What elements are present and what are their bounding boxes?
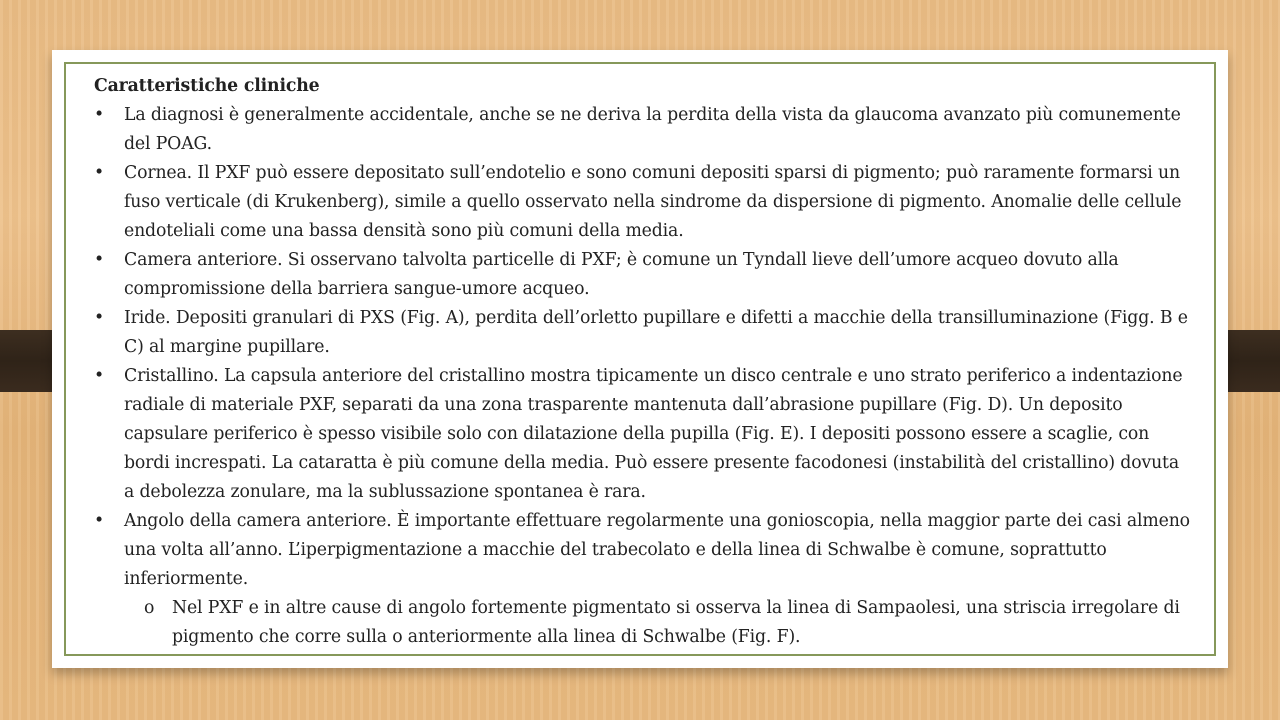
bullet-marker: • (94, 105, 105, 125)
bullet-marker: • (94, 366, 105, 386)
bullet-list (94, 101, 1194, 594)
bullet-marker: • (94, 250, 105, 270)
bullet-item (94, 304, 1194, 362)
bullet-text: La diagnosi è generalmente accidentale, anche se ne deriva la perdita della vista da glaucoma avanzato più comunemente del POAG. (124, 105, 1181, 154)
bullet-item (94, 246, 1194, 304)
bullet-item (94, 159, 1194, 246)
bullet-marker: • (94, 163, 105, 183)
bullet-marker: • (94, 511, 105, 531)
bullet-marker: • (94, 308, 105, 328)
bullet-text: Camera anteriore. Si osservano talvolta particelle di PXF; è comune un Tyndall lieve dell’umore acqueo dovuto alla compromissione della barriera sangue-umore acqueo. (124, 250, 1119, 299)
bullet-text: Cristallino. La capsula anteriore del cristallino mostra tipicamente un disco centrale e uno strato periferico a indentazione radiale di materiale PXF, separati da una zona trasparente mantenuta dall’abrasione pupillare (Fig. D). Un deposito capsulare periferico è spesso visibile solo con dilatazione della pupilla (Fig. E). I depositi possono essere a scaglie, con bordi increspati. La cataratta è più comune della media. Può essere presente facodonesi (instabilità del cristallino) dovuta a debolezza zonulare, ma la sublussazione spontanea è rara. (124, 366, 1183, 502)
bullet-text: Cornea. Il PXF può essere depositato sull’endotelio e sono comuni depositi sparsi di pigmento; può raramente formarsi un fuso verticale (di Krukenberg), simile a quello osservato nella sindrome da dispersione di pigmento. Anomalie delle cellule endoteliali come una bassa densità sono più comuni della media. (124, 163, 1182, 241)
wood-band-left (0, 330, 60, 392)
slide-heading: Caratteristiche cliniche (94, 76, 320, 96)
slide (52, 50, 1228, 668)
bullet-item (94, 362, 1194, 507)
bullet-item (94, 101, 1194, 159)
bullet-text: Iride. Depositi granulari di PXS (Fig. A), perdita dell’orletto pupillare e difetti a macchie della transilluminazione (Figg. B e C) al margine pupillare. (124, 308, 1188, 357)
sub-bullet-marker: o (144, 598, 155, 618)
sub-bullet-list (94, 594, 1194, 652)
slide-content (94, 72, 1194, 652)
sub-bullet-text: Nel PXF e in altre cause di angolo fortemente pigmentato si osserva la linea di Sampaolesi, una striscia irregolare di pigmento che corre sulla o anteriormente alla linea di Schwalbe (Fig. F). (172, 598, 1180, 647)
bullet-text: Angolo della camera anteriore. È importante effettuare regolarmente una gonioscopia, nella maggior parte dei casi almeno una volta all’anno. L’iperpigmentazione a macchie del trabecolato e della linea di Schwalbe è comune, soprattutto inferiormente. (124, 511, 1190, 589)
sub-bullet-item (94, 594, 1194, 652)
bullet-item (94, 507, 1194, 594)
